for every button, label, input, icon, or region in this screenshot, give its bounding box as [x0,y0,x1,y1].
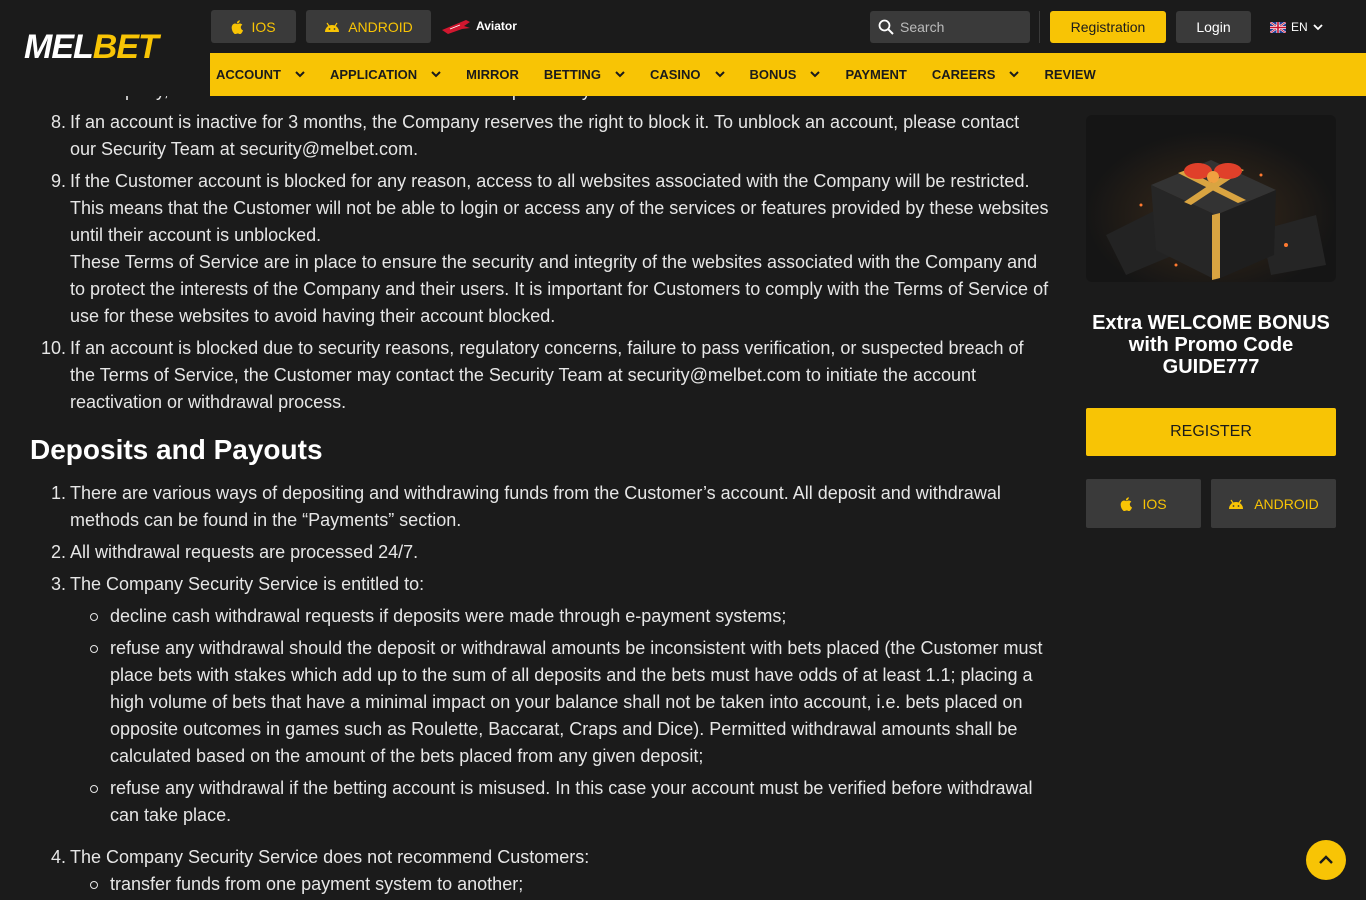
uk-flag-icon [1270,22,1286,33]
list-number: 3. [50,574,66,594]
sidebar-ios-label: IOS [1142,495,1167,512]
nav-item-label: BETTING [543,67,601,82]
list-number: 2. [50,542,66,562]
android-icon [1228,499,1244,509]
logo-text-mel: MEL [24,28,93,66]
ios-label: IOS [251,18,276,35]
sidebar-android-label: ANDROID [1254,495,1319,512]
search-icon[interactable] [878,19,894,35]
list-item [30,539,1050,566]
chevron-down-icon [615,71,625,78]
logo-text-bet: BET [92,28,158,66]
language-label: EN [1291,20,1308,34]
nav-item-betting[interactable] [544,67,625,82]
sub-list-item: refuse any withdrawal if the betting account is misused. In this case your account must be verified before withdrawal can take place. [30,775,1050,829]
list-item [30,109,1050,163]
list-item [30,480,1050,534]
list-text: The Company Security Service does not recommend Customers: [70,847,590,867]
nav-item-application[interactable] [330,67,441,82]
apple-icon [231,20,243,34]
nav-item-careers[interactable] [932,67,1020,82]
aviator-plane-icon [440,16,472,36]
nav-item-payment[interactable] [845,67,906,82]
list-number: 10. [40,338,66,358]
login-button[interactable]: Login [1176,11,1251,43]
list-number: 4. [50,847,66,867]
sub-list-item: decline cash withdrawal requests if deposits were made through e-payment systems; [30,603,1050,630]
android-icon [324,22,340,32]
nav-item-label: MIRROR [466,67,519,82]
deposits-section [30,433,1050,900]
registration-button[interactable]: Registration [1050,11,1166,43]
list-text: If an account is blocked due to security reasons, regulatory concerns, failure to pass verification, or suspected breach of the Terms of Service, the Customer may contact the Security Team at security@melbet.com to initiate the account reactivation or withdrawal process. [70,338,1024,412]
list-item [30,168,1050,330]
aviator-label: Aviator [476,19,517,33]
chevron-down-icon [810,71,820,78]
nav-item-bonus[interactable] [750,67,821,82]
list-text: All withdrawal requests are processed 24/7. [70,542,419,562]
nav-item-label: APPLICATION [330,67,418,82]
not-recommend-sublist [30,871,1050,898]
nav-item-label: CAREERS [931,67,996,82]
entitled-sublist [30,603,1050,829]
chevron-down-icon [715,71,725,78]
aviator-link[interactable] [440,14,517,38]
android-app-button[interactable] [306,10,431,43]
chevron-up-icon [1318,855,1334,865]
nav-item-mirror[interactable] [466,67,519,82]
list-number: 8. [50,112,66,132]
list-text: If the Customer account is blocked for any reason, access to all websites associated with the Company will be restricted. This means that the Customer will not be able to login or access any of the services or features provided by these websites until their account is unblocked. [70,171,1049,245]
chevron-down-icon [1313,24,1323,31]
sidebar-app-buttons [1086,479,1336,528]
promo-sidebar [1086,115,1336,528]
nav-item-label: REVIEW [1044,67,1096,82]
site-header [0,0,1366,96]
gift-box-illustration [1086,115,1336,282]
chevron-down-icon [431,71,441,78]
melbet-logo[interactable] [24,28,158,67]
list-item [30,844,1050,898]
ios-app-button[interactable] [211,10,296,43]
android-label: ANDROID [348,18,413,35]
list-text: The Company Security Service is entitled to: [70,574,425,594]
language-selector[interactable] [1270,18,1323,36]
list-text: If an account is inactive for 3 months, the Company reserves the right to block it. To unblock an account, please contact our Security Team at security@melbet.com. [70,112,1020,159]
nav-item-account[interactable] [216,67,305,82]
deposits-heading: Deposits and Payouts [30,434,323,465]
nav-item-casino[interactable] [650,67,725,82]
nav-item-review[interactable] [1044,67,1095,82]
sidebar-ios-button[interactable] [1086,479,1201,528]
scroll-to-top-button[interactable] [1306,840,1346,880]
list-item [30,571,1050,829]
register-button[interactable]: REGISTER [1086,408,1336,456]
search-box [870,11,1030,43]
list-number: 9. [50,171,66,191]
list-item [30,335,1050,416]
main-nav [216,53,1121,96]
nav-item-label: PAYMENT [845,67,907,82]
apple-icon [1120,497,1132,511]
list-number: 1. [50,483,66,503]
chevron-down-icon [295,71,305,78]
account-terms-list [30,109,1050,421]
header-divider [1039,11,1040,43]
list-extra-text: These Terms of Service are in place to ensure the security and integrity of the websites associated with the Company and to protect the interests of the Company and their users. It is important for Customers to comply with the Terms of Service of use for these websites to avoid having their account blocked. [70,252,1049,326]
search-input[interactable] [900,19,1020,35]
list-text: There are various ways of depositing and withdrawing funds from the Customer’s account. All deposit and withdrawal methods can be found in the “Payments” section. [70,483,1001,530]
sub-list-item: transfer funds from one payment system to another; [30,871,1050,898]
gift-box-image [1086,115,1336,282]
promo-title: Extra WELCOME BONUS with Promo Code GUIDE777 [1092,312,1330,378]
chevron-down-icon [1009,71,1019,78]
sub-list-item: refuse any withdrawal should the deposit or withdrawal amounts be inconsistent with bets placed (the Customer must place bets with stakes which add up to the sum of all deposits and the bets must have odds of at least 1.1; placing a high volume of bets that have a minimal impact on your balance shall not be taken into account, i.e. bets placed on opposite outcomes in games such as Roulette, Baccarat, Craps and Dice). Permitted withdrawal amounts shall be calculated based on the amount of the bets placed from any given deposit; [30,635,1050,770]
nav-item-label: CASINO [649,67,701,82]
sidebar-android-button[interactable] [1211,479,1336,528]
nav-item-label: ACCOUNT [216,67,281,82]
nav-item-label: BONUS [749,67,797,82]
